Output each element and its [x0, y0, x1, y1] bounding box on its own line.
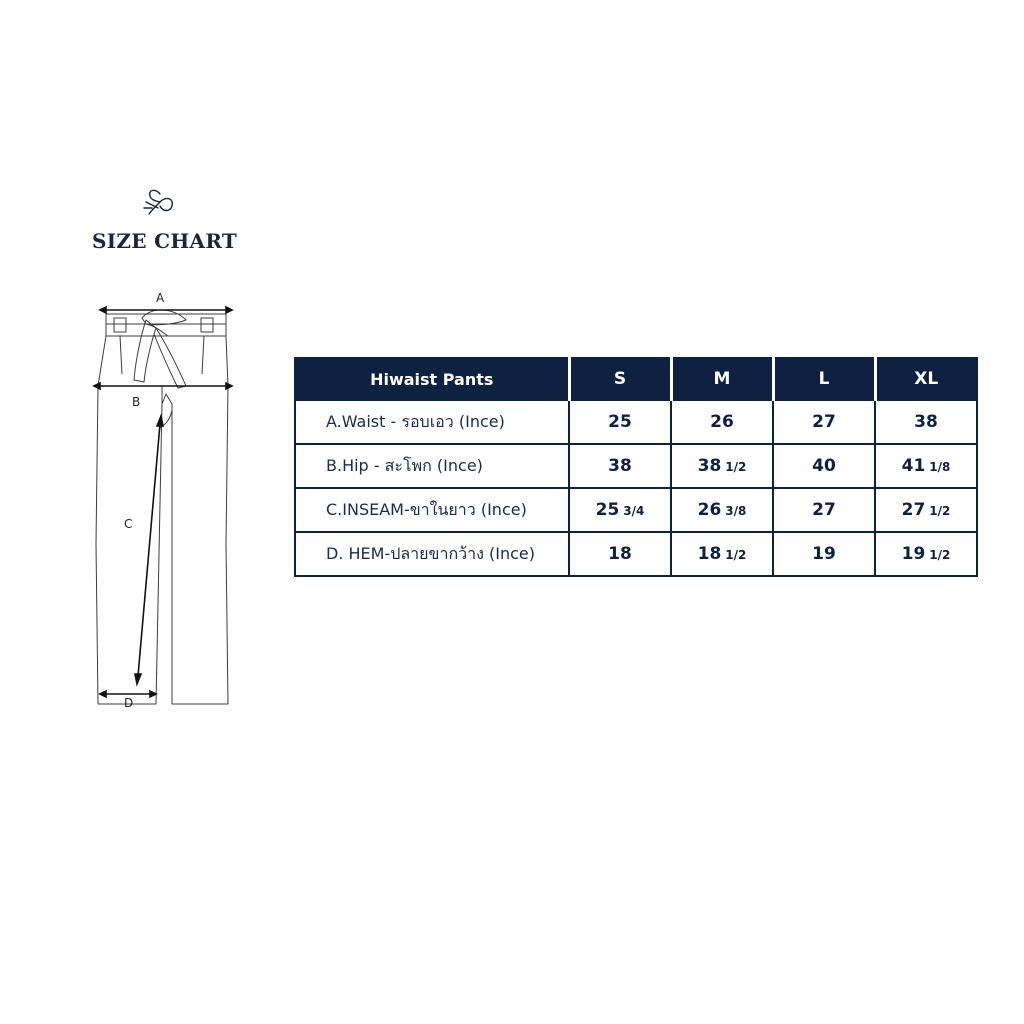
measurement-value — [671, 444, 773, 488]
measurement-value — [875, 400, 977, 444]
measurement-value — [671, 532, 773, 576]
measurement-value — [569, 488, 671, 532]
value-whole: 41 — [901, 456, 926, 476]
bow-tie — [134, 320, 156, 382]
value-fraction: 1/2 — [725, 460, 747, 474]
table-header-row — [295, 358, 977, 400]
measurement-value — [773, 444, 875, 488]
measurement-value — [875, 532, 977, 576]
value-whole: 38 — [608, 456, 632, 476]
label-c: C — [124, 517, 133, 531]
measurement-value — [569, 532, 671, 576]
table-row — [295, 444, 977, 488]
value-whole: 38 — [914, 412, 938, 432]
label-d: D — [124, 696, 134, 710]
value-whole: 26 — [710, 412, 734, 432]
measurement-value — [875, 444, 977, 488]
value-fraction: 1/2 — [929, 548, 951, 562]
value-whole: 25 — [595, 500, 620, 520]
measurement-label: B.Hip - สะโพก (Ince) — [295, 444, 569, 488]
value-whole: 38 — [697, 456, 722, 476]
value-fraction: 3/4 — [623, 504, 645, 518]
table-row — [295, 532, 977, 576]
size-header-s: S — [569, 358, 671, 400]
value-fraction: 1/2 — [725, 548, 747, 562]
measurement-label: A.Waist - รอบเอว (Ince) — [295, 400, 569, 444]
measurement-value — [569, 444, 671, 488]
label-b: B — [132, 395, 141, 409]
size-header-l: L — [773, 358, 875, 400]
pants-diagram — [86, 284, 246, 724]
value-whole: 40 — [812, 456, 836, 476]
value-whole: 18 — [697, 544, 722, 564]
size-chart-table — [294, 357, 978, 577]
table-row — [295, 400, 977, 444]
table-title: Hiwaist Pants — [295, 358, 569, 400]
value-whole: 26 — [697, 500, 722, 520]
size-chart-title: SIZE CHART — [92, 229, 238, 253]
measurement-label: D. HEM-ปลายขากว้าง (Ince) — [295, 532, 569, 576]
butterfly-logo-icon — [140, 186, 180, 220]
table-row — [295, 488, 977, 532]
measurement-value — [671, 488, 773, 532]
value-whole: 25 — [608, 412, 632, 432]
waistband-outline — [106, 314, 226, 336]
value-fraction: 1/8 — [929, 460, 951, 474]
measurement-label: C.INSEAM-ขาในยาว (Ince) — [295, 488, 569, 532]
value-whole: 27 — [812, 412, 836, 432]
measurement-value — [773, 400, 875, 444]
measurement-value — [671, 400, 773, 444]
measurement-value — [875, 488, 977, 532]
measurement-value — [773, 532, 875, 576]
value-whole: 27 — [812, 500, 836, 520]
value-whole: 18 — [608, 544, 632, 564]
label-a: A — [156, 291, 165, 305]
size-header-m: M — [671, 358, 773, 400]
value-whole: 19 — [901, 544, 926, 564]
measurement-value — [773, 488, 875, 532]
measurement-value — [569, 400, 671, 444]
value-fraction: 3/8 — [725, 504, 747, 518]
value-whole: 19 — [812, 544, 836, 564]
value-whole: 27 — [901, 500, 926, 520]
size-header-xl: XL — [875, 358, 977, 400]
value-fraction: 1/2 — [929, 504, 951, 518]
